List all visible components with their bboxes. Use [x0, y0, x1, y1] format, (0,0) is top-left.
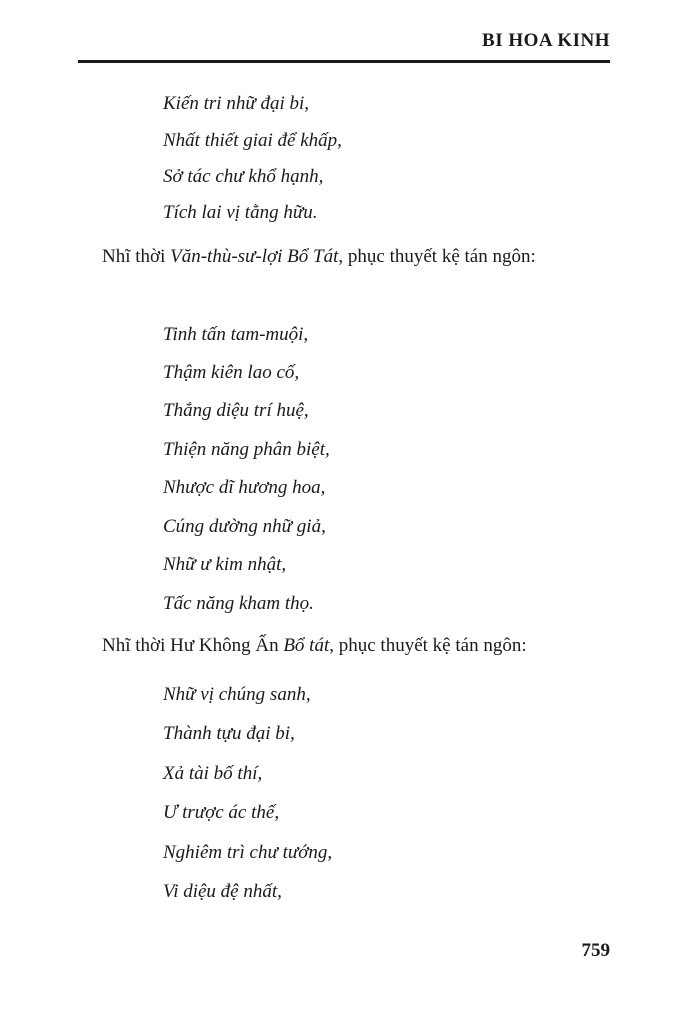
verse-line: Thành tựu đại bi, [163, 723, 295, 744]
paragraph-text: Nhĩ thời [102, 246, 171, 267]
verse-line: Nhữ ư kim nhật, [163, 554, 287, 575]
verse-line: Nghiêm trì chư tướng, [163, 842, 333, 863]
verse-line: Vi diệu đệ nhất, [163, 881, 282, 902]
prose-paragraph-2 [78, 628, 610, 664]
verse-line: Cúng dường nhữ giả, [163, 516, 326, 537]
verse-line: Thiện năng phân biệt, [163, 439, 330, 460]
prose-paragraph-1 [78, 239, 610, 275]
paragraph-text: , phục thuyết kệ tán ngôn: [338, 246, 536, 267]
bodhisattva-name: Bổ tát [283, 635, 330, 656]
verse-line: Nhất thiết giai để khấp, [163, 130, 342, 151]
verse-line: Xả tài bố thí, [163, 763, 263, 784]
header-title: BI HOA KINH [482, 30, 610, 51]
header-rule [78, 60, 610, 63]
verse-line: Thắng diệu trí huệ, [163, 400, 309, 421]
verse-line: Thậm kiên lao cố, [163, 362, 300, 383]
verse-line: Tấc năng kham thọ. [163, 593, 314, 614]
page-number: 759 [581, 940, 610, 961]
verse-line: Ư trược ác thế, [163, 802, 280, 823]
verse-line: Kiến tri nhữ đại bi, [163, 93, 310, 114]
verse-line: Tinh tấn tam-muội, [163, 324, 309, 345]
paragraph-text: Nhĩ thời Hư Không Ấn [102, 635, 284, 656]
verse-line: Sở tác chư khổ hạnh, [163, 166, 324, 187]
verse-line: Tích lai vị tằng hữu. [163, 202, 318, 223]
verse-line: Nhược dĩ hương hoa, [163, 477, 326, 498]
bodhisattva-name: Văn-thù-sư-lợi Bổ Tát [170, 246, 339, 267]
paragraph-text: , phục thuyết kệ tán ngôn: [329, 635, 527, 656]
verse-line: Nhữ vị chúng sanh, [163, 684, 311, 705]
